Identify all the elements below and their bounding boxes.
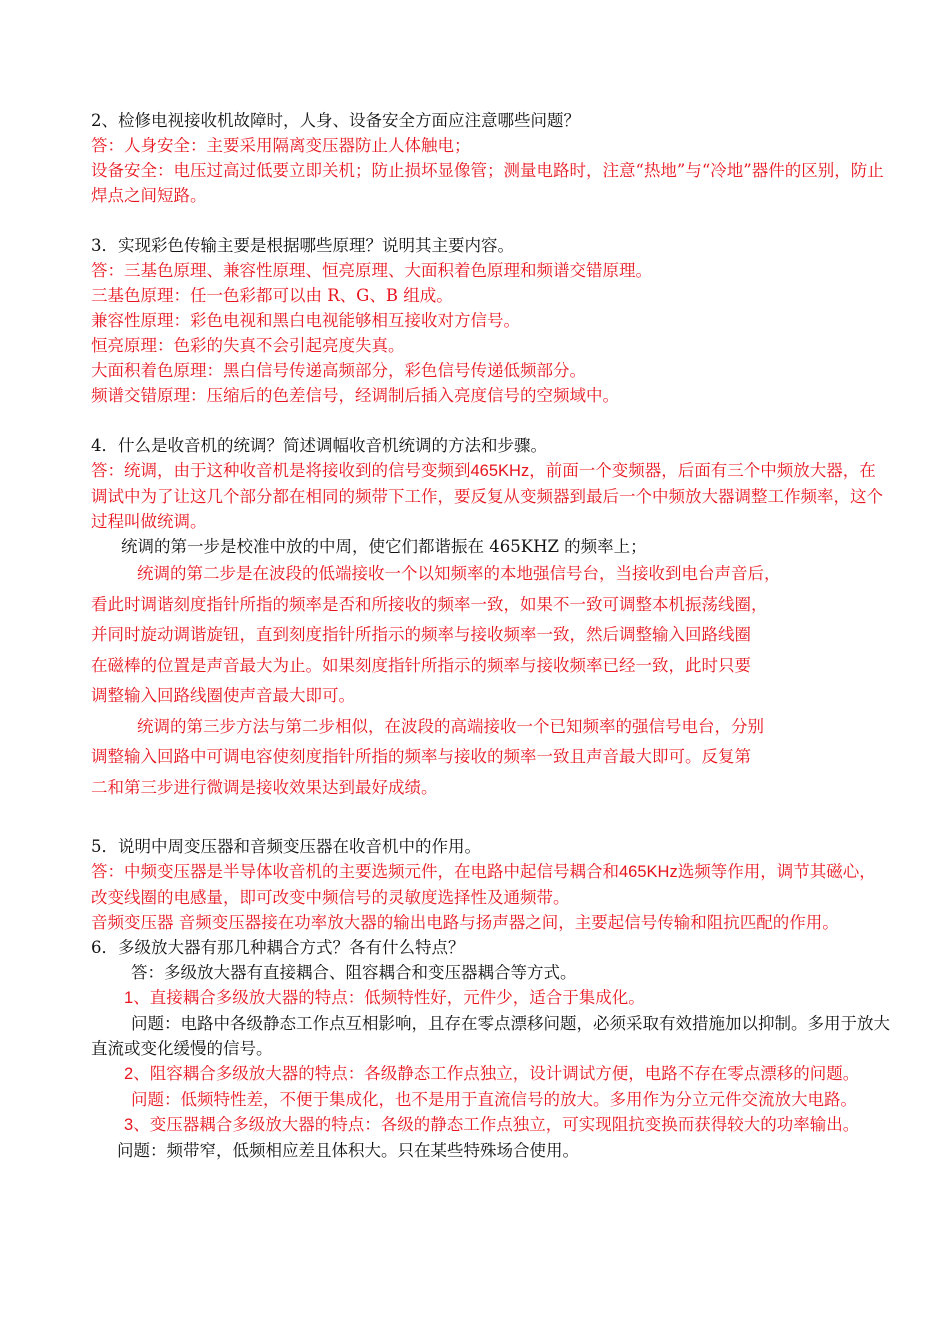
answer-2-personal-safety: 答：人身安全：主要采用隔离变压器防止人体触电； — [91, 136, 471, 155]
answer-3-large-area-coloring: 大面积着色原理：黑白信号传递高频部分，彩色信号传递低频部分。 — [91, 361, 586, 380]
question-4: 4．什么是收音机的统调？简述调幅收音机统调的方法和步骤。 — [91, 436, 547, 455]
answer-6-summary: 答：多级放大器有直接耦合、阻容耦合和变压器耦合等方式。 — [131, 963, 577, 982]
answer-4-definition — [91, 458, 891, 534]
issue-text: 问题：电路中各级静态工作点互相影响，且存在零点漂移问题，必须采取有效措施加以抑制。多用于放大直流或变化缓慢的信号。 — [91, 1014, 890, 1058]
answer-6-transformer-coupling-issue — [91, 1138, 891, 1163]
answer-3-spectrum-interleaving: 频谱交错原理：压缩后的色差信号，经调制后插入亮度信号的空频域中。 — [91, 386, 619, 405]
step-2-line: 在磁棒的位置是声音最大为止。如果刻度指针所指示的频率与接收频率已经一致，此时只要 — [91, 655, 751, 675]
issue-text: 问题：低频特性差，不便于集成化，也不是用于直流信号的放大。多用作为分立元件交流放大电路。 — [131, 1090, 857, 1109]
step-3-line: 二和第三步进行微调是接收效果达到最好成绩。 — [91, 777, 438, 797]
step-3-line: 调整输入回路中可调电容使刻度指针所指的频率与接收的频率一致且声音最大即可。反复第 — [91, 747, 751, 766]
answer-5-text-pre: 答：中频变压器是半导体收音机的主要选频元件，在电路中起信号耦合和 — [91, 862, 619, 881]
item-number: 1 — [124, 989, 134, 1007]
issue-text: 问题：频带窄，低频相应差且体积大。只在某些特殊场合使用。 — [117, 1141, 579, 1160]
answer-4-frequency: 465KHz — [470, 462, 530, 480]
answer-5-audio-transformer: 音频变压器 音频变压器接在功率放大器的输出电路与扬声器之间，主要起信号传输和阻抗匹配的作用。 — [91, 913, 839, 932]
answer-3-summary: 答：三基色原理、兼容性原理、恒亮原理、大面积着色原理和频谱交错原理。 — [91, 261, 652, 280]
question-2: 2、检修电视接收机故障时，人身、设备安全方面应注意哪些问题？ — [91, 111, 580, 130]
step-2-line: 统调的第二步是在波段的低端接收一个以知频率的本地强信号台，当接收到电台声音后， — [137, 564, 781, 583]
answer-6-transformer-coupling — [91, 1112, 891, 1138]
answer-5-if-transformer — [91, 859, 891, 910]
item-text: 、阻容耦合多级放大器的特点：各级静态工作点独立，设计调试方便，电路不存在零点漂移的问题。 — [133, 1064, 860, 1083]
answer-6-direct-coupling-issue — [91, 1011, 891, 1061]
answer-6-rc-coupling — [91, 1061, 891, 1087]
answer-5-text-post: 选频等作用，调节其磁心，改变线圈的电感量，即可改变中频信号的灵敏度选择性及通频带。 — [91, 862, 876, 907]
step-3-line: 统调的第三步方法与第二步相似，在波段的高端接收一个已知频率的强信号电台，分别 — [137, 716, 764, 736]
answer-6-direct-coupling — [91, 985, 891, 1011]
item-text: 、变压器耦合多级放大器的特点：各级的静态工作点独立，可实现阻抗变换而获得较大的功率输出。 — [133, 1115, 860, 1134]
question-5: 5．说明中周变压器和音频变压器在收音机中的作用。 — [91, 837, 481, 856]
item-number: 3 — [124, 1116, 134, 1134]
answer-4-step-2 — [91, 559, 891, 712]
answer-3-constant-luminance: 恒亮原理：色彩的失真不会引起亮度失真。 — [91, 336, 405, 355]
answer-4-step-3 — [91, 712, 891, 804]
answer-3-trichromatic: 三基色原理：任一色彩都可以由 R、G、B 组成。 — [91, 286, 453, 305]
answer-2-equipment-safety: 设备安全：电压过高过低要立即关机；防止损坏显像管；测量电路时，注意“热地”与“冷地”器件的区别，防止焊点之间短路。 — [91, 161, 884, 205]
question-6: 6．多级放大器有那几种耦合方式？各有什么特点？ — [91, 938, 465, 957]
answer-4-step-1: 统调的第一步是校准中放的中周，使它们都谐振在 465KHZ 的频率上； — [121, 537, 647, 556]
question-3: 3．实现彩色传输主要是根据哪些原理？说明其主要内容。 — [91, 236, 514, 255]
answer-4-text-pre: 答：统调，由于这种收音机是将接收到的信号变频到 — [91, 461, 471, 480]
item-number: 2 — [124, 1065, 134, 1083]
answer-6-rc-coupling-issue — [91, 1087, 891, 1112]
answer-5-frequency: 465KHz — [619, 863, 678, 881]
step-2-line: 看此时调谐刻度指针所指的频率是否和所接收的频率一致，如果不一致可调整本机振荡线圈， — [91, 594, 768, 614]
step-2-line: 并同时旋动调谐旋钮，直到刻度指针所指示的频率与接收频率一致，然后调整输入回路线圈 — [91, 625, 751, 644]
answer-4-text-post: ，前面一个变频器，后面有三个中频放大器，在调试中为了让这几个部分都在相同的频带下工作，要反复从变频器到最后一个中频放大器调整工作频率，这个过程叫做统调。 — [91, 461, 883, 531]
item-text: 、直接耦合多级放大器的特点：低频特性好，元件少，适合于集成化。 — [133, 988, 645, 1007]
step-2-line: 调整输入回路线圈使声音最大即可。 — [91, 686, 355, 705]
answer-3-compatibility: 兼容性原理：彩色电视和黑白电视能够相互接收对方信号。 — [91, 311, 520, 330]
document-page — [91, 108, 891, 1163]
